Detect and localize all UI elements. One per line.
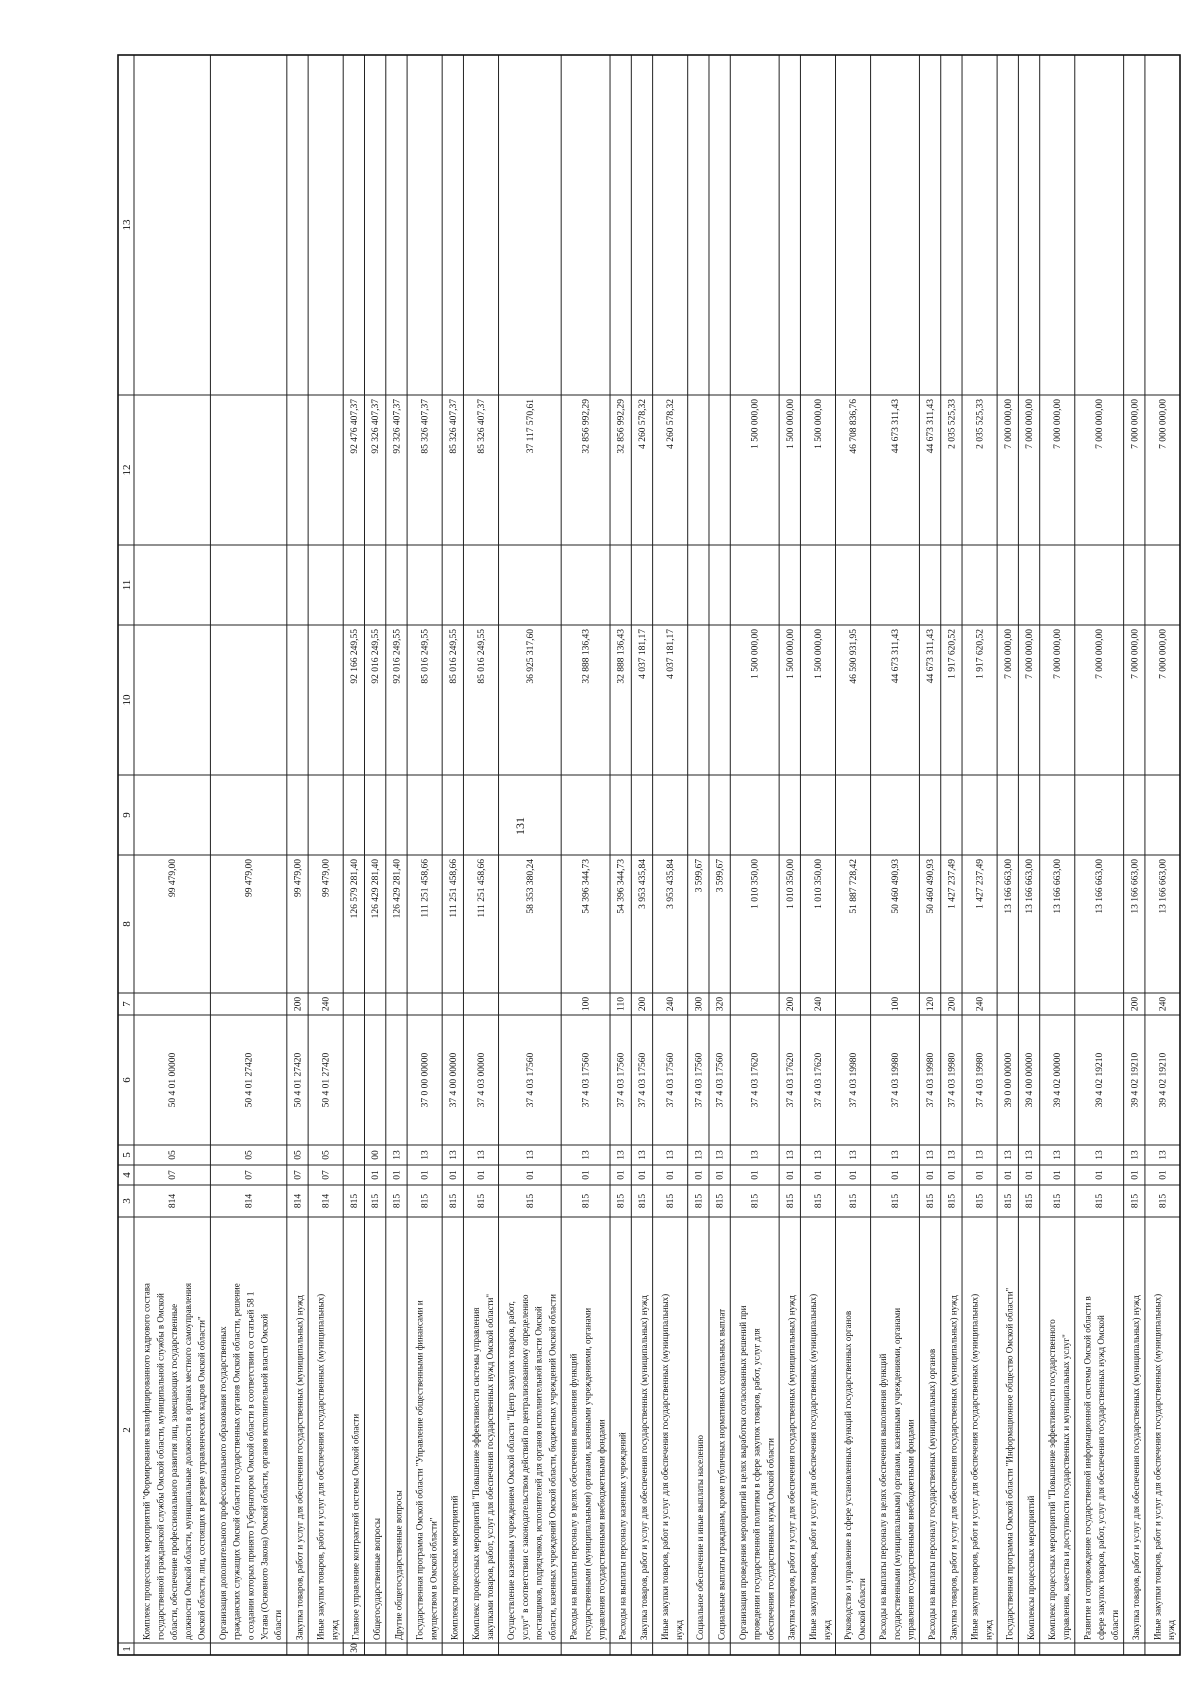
amount-col-8: 1 010 350,00 <box>813 859 824 909</box>
section-code: 01 <box>525 1170 536 1180</box>
amount-col-8: 50 460 490,93 <box>891 859 902 914</box>
target-article-code: 39 4 02 19210 <box>1158 1052 1169 1108</box>
amount-col-12: 7 000 000,00 <box>1130 399 1141 449</box>
admin-code: 815 <box>975 1193 986 1209</box>
admin-code: 814 <box>321 1193 332 1209</box>
admin-code: 815 <box>750 1193 761 1209</box>
admin-code: 815 <box>448 1193 459 1209</box>
row-description: нужд <box>821 1620 832 1640</box>
amount-col-12: 46 708 836,76 <box>849 399 860 454</box>
section-code: 01 <box>715 1170 726 1180</box>
admin-code: 815 <box>371 1193 382 1209</box>
section-code: 01 <box>750 1170 761 1180</box>
row-number: 30 <box>349 1643 360 1653</box>
amount-col-8: 1 010 350,00 <box>785 859 796 909</box>
row-description: управления, качества и доступности государственных и муниципальных услуг" <box>1061 1334 1072 1640</box>
row-description: области, казенных учреждений Омской области, бюджетных учреждений Омской области <box>547 1294 558 1640</box>
section-code: 01 <box>448 1170 459 1180</box>
subsection-code: 13 <box>694 1150 705 1160</box>
amount-col-8: 111 251 458,66 <box>476 859 487 918</box>
section-code: 07 <box>293 1170 304 1180</box>
amount-col-8: 13 166 663,00 <box>1003 859 1014 914</box>
row-description: Устава (Основного Закона) Омской области, органов исполнительной власти Омской <box>259 1313 270 1640</box>
row-description: Руководство и управление в сфере установленных функций государственных органов <box>843 1310 854 1640</box>
column-header: 2 <box>121 1427 133 1433</box>
row-description: управления государственными внебюджетными фондами <box>596 1419 607 1640</box>
row-description: нужд <box>1166 1620 1177 1640</box>
subsection-code: 13 <box>1130 1150 1141 1160</box>
row-description: Закупка товаров, работ и услуг для обеспечения государственных (муниципальных) нужд <box>638 1295 649 1640</box>
row-description: Комплексы процессных мероприятий <box>449 1495 460 1640</box>
expense-type-code: 200 <box>947 996 958 1012</box>
admin-code: 815 <box>947 1193 958 1209</box>
row-description: Комплекс процессных мероприятий "Формирование квалифицированного кадрового состава <box>141 1283 152 1640</box>
amount-col-8: 3 953 435,84 <box>637 859 648 909</box>
section-code: 07 <box>244 1170 255 1180</box>
amount-col-12: 4 260 578,32 <box>666 399 677 449</box>
expense-type-code: 320 <box>715 996 726 1012</box>
amount-col-8: 50 460 490,93 <box>926 859 937 914</box>
amount-col-8: 13 166 663,00 <box>1130 859 1141 914</box>
admin-code: 815 <box>1053 1193 1064 1209</box>
target-article-code: 37 4 03 17560 <box>525 1052 536 1108</box>
amount-col-8: 54 396 344,73 <box>616 859 627 914</box>
target-article-code: 37 4 03 17560 <box>637 1052 648 1108</box>
row-description: Закупка товаров, работ и услуг для обеспечения государственных (муниципальных) нужд <box>294 1295 305 1640</box>
column-header: 10 <box>121 694 133 706</box>
amount-col-12: 7 000 000,00 <box>1003 399 1014 449</box>
amount-col-10: 7 000 000,00 <box>1053 629 1064 679</box>
row-description: Социальное обеспечение и иные выплаты населению <box>695 1435 706 1640</box>
section-code: 01 <box>1025 1170 1036 1180</box>
expense-type-code: 120 <box>926 996 937 1012</box>
amount-col-12: 85 326 407,37 <box>420 399 431 454</box>
amount-col-10: 7 000 000,00 <box>1130 629 1141 679</box>
admin-code: 815 <box>694 1193 705 1209</box>
amount-col-8: 58 353 380,24 <box>525 859 536 914</box>
admin-code: 815 <box>1095 1193 1106 1209</box>
row-description: государственными (муниципальными) органами, казенными учреждениями, органами <box>891 1307 902 1640</box>
amount-col-8: 99 479,00 <box>168 859 179 897</box>
subsection-code: 13 <box>581 1150 592 1160</box>
subsection-code: 13 <box>1053 1150 1064 1160</box>
row-description: Иные закупки товаров, работ и услуг для обеспечения государственных (муниципальных) <box>660 1293 671 1640</box>
admin-code: 815 <box>525 1193 536 1209</box>
subsection-code: 13 <box>891 1150 902 1160</box>
section-code: 01 <box>1130 1170 1141 1180</box>
expense-type-code: 200 <box>1130 996 1141 1012</box>
row-description: Омской области, лиц, состоящих в резерве управленческих кадров Омской области" <box>196 1316 207 1640</box>
amount-col-12: 32 856 992,29 <box>616 399 627 454</box>
page-number: 131 <box>513 817 527 835</box>
amount-col-8: 111 251 458,66 <box>448 859 459 918</box>
subsection-code: 13 <box>975 1150 986 1160</box>
amount-col-8: 3 953 435,84 <box>666 859 677 909</box>
amount-col-10: 44 673 311,43 <box>891 629 902 684</box>
amount-col-10: 7 000 000,00 <box>1003 629 1014 679</box>
subsection-code: 13 <box>813 1150 824 1160</box>
section-code: 01 <box>813 1170 824 1180</box>
amount-col-8: 13 166 663,00 <box>1158 859 1169 914</box>
section-code: 01 <box>1053 1170 1064 1180</box>
admin-code: 814 <box>293 1193 304 1209</box>
subsection-code: 13 <box>1158 1150 1169 1160</box>
target-article-code: 50 4 01 27420 <box>244 1052 255 1108</box>
admin-code: 815 <box>581 1193 592 1209</box>
row-description: нужд <box>329 1620 340 1640</box>
amount-col-12: 44 673 311,43 <box>926 399 937 454</box>
amount-col-12: 1 500 000,00 <box>813 399 824 449</box>
row-description: Иные закупки товаров, работ и услуг для обеспечения государственных (муниципальных) <box>1152 1293 1163 1640</box>
amount-col-8: 3 599,67 <box>715 859 726 893</box>
amount-col-12: 85 326 407,37 <box>448 399 459 454</box>
row-description: услуг" в соответствии с законодательством действий по централизованному определению <box>519 1294 530 1640</box>
admin-code: 815 <box>1025 1193 1036 1209</box>
target-article-code: 39 4 02 19210 <box>1130 1052 1141 1108</box>
amount-col-10: 85 016 249,55 <box>420 629 431 684</box>
amount-col-12: 2 035 525,33 <box>947 399 958 449</box>
amount-col-12: 92 326 407,37 <box>371 399 382 454</box>
amount-col-12: 92 476 407,37 <box>349 399 360 454</box>
section-code: 07 <box>321 1170 332 1180</box>
row-description: Расходы на выплаты персоналу государственных (муниципальных) органов <box>926 1348 937 1640</box>
expense-type-code: 200 <box>785 996 796 1012</box>
amount-col-10: 1 500 000,00 <box>750 629 761 679</box>
expense-type-code: 100 <box>581 996 592 1012</box>
admin-code: 815 <box>715 1193 726 1209</box>
row-description: Государственная программа Омской области "Управление общественными финансами и <box>414 1300 425 1640</box>
section-code: 01 <box>891 1170 902 1180</box>
target-article-code: 39 4 00 00000 <box>1025 1052 1036 1108</box>
subsection-code: 05 <box>293 1150 304 1160</box>
target-article-code: 37 4 03 17620 <box>813 1052 824 1108</box>
amount-col-8: 1 427 237,49 <box>975 859 986 909</box>
column-header: 9 <box>121 812 133 818</box>
column-header: 1 <box>121 1646 133 1652</box>
admin-code: 815 <box>616 1193 627 1209</box>
expense-type-code: 300 <box>694 996 705 1012</box>
amount-col-12: 1 500 000,00 <box>785 399 796 449</box>
target-article-code: 37 4 03 17620 <box>785 1052 796 1108</box>
subsection-code: 13 <box>1025 1150 1036 1160</box>
row-description: Осуществление казенным учреждением Омской области "Центр закупок товаров, работ, <box>506 1301 517 1640</box>
row-description: управления государственными внебюджетными фондами <box>905 1419 916 1640</box>
row-description: Расходы на выплаты персоналу казенных учреждений <box>617 1432 628 1640</box>
row-description: Общегосударственные вопросы <box>372 1518 383 1640</box>
target-article-code: 37 4 03 17560 <box>666 1052 677 1108</box>
target-article-code: 37 4 03 17560 <box>581 1052 592 1108</box>
section-code: 01 <box>420 1170 431 1180</box>
target-article-code: 39 4 02 19210 <box>1095 1052 1106 1108</box>
admin-code: 815 <box>1130 1193 1141 1209</box>
subsection-code: 13 <box>1095 1150 1106 1160</box>
row-description: Организация дополнительного профессионального образования государственных <box>217 1326 228 1640</box>
row-description: Закупка товаров, работ и услуг для обеспечения государственных (муниципальных) нужд <box>948 1295 959 1640</box>
amount-col-12: 1 500 000,00 <box>750 399 761 449</box>
section-code: 01 <box>476 1170 487 1180</box>
row-description: Другие общегосударственные вопросы <box>393 1490 404 1640</box>
amount-col-10: 92 166 249,55 <box>349 629 360 684</box>
row-description: поставщиков, подрядчиков, исполнителей для органов исполнительной власти Омской <box>533 1306 544 1640</box>
row-description: области <box>1109 1609 1120 1640</box>
amount-col-8: 111 251 458,66 <box>420 859 431 918</box>
amount-col-8: 126 429 281,40 <box>392 859 403 919</box>
amount-col-10: 7 000 000,00 <box>1158 629 1169 679</box>
column-header: 13 <box>121 219 133 231</box>
amount-col-8: 99 479,00 <box>321 859 332 897</box>
target-article-code: 39 4 02 00000 <box>1053 1052 1064 1108</box>
row-description: государственными (муниципальными) органами, казенными учреждениями, органами <box>582 1307 593 1640</box>
expense-type-code: 200 <box>293 996 304 1012</box>
subsection-code: 05 <box>168 1150 179 1160</box>
row-description: обеспечения государственных нужд Омской области <box>765 1438 776 1640</box>
subsection-code: 13 <box>420 1150 431 1160</box>
target-article-code: 37 4 03 00000 <box>476 1052 487 1108</box>
row-description: гражданских служащих Омской области государственных органов Омской области, решение <box>231 1283 242 1640</box>
section-code: 01 <box>1158 1170 1169 1180</box>
column-header: 7 <box>121 1001 133 1007</box>
subsection-code: 13 <box>392 1150 403 1160</box>
target-article-code: 50 4 01 27420 <box>293 1052 304 1108</box>
row-description: Закупка товаров, работ и услуг для обеспечения государственных (муниципальных) нужд <box>786 1295 797 1640</box>
amount-col-8: 126 429 281,40 <box>371 859 382 919</box>
target-article-code: 37 0 00 00000 <box>420 1052 431 1108</box>
subsection-code: 13 <box>926 1150 937 1160</box>
expense-type-code: 240 <box>321 996 332 1012</box>
admin-code: 815 <box>785 1193 796 1209</box>
amount-col-10: 92 016 249,55 <box>392 629 403 684</box>
target-article-code: 37 4 03 19980 <box>926 1052 937 1108</box>
subsection-code: 13 <box>637 1150 648 1160</box>
subsection-code: 13 <box>1003 1150 1014 1160</box>
admin-code: 815 <box>849 1193 860 1209</box>
amount-col-12: 85 326 407,37 <box>476 399 487 454</box>
column-header: 3 <box>121 1198 133 1204</box>
amount-col-10: 36 925 317,60 <box>525 629 536 684</box>
table-grid <box>118 55 1180 1655</box>
row-description: Омской области <box>856 1578 867 1640</box>
amount-col-10: 85 016 249,55 <box>448 629 459 684</box>
row-description: Комплекс процессных мероприятий "Повышение эффективности системы управления <box>470 1307 481 1640</box>
column-header: 6 <box>121 1077 133 1083</box>
column-header: 12 <box>121 464 133 476</box>
admin-code: 815 <box>1003 1193 1014 1209</box>
subsection-code: 00 <box>371 1150 382 1160</box>
section-code: 01 <box>785 1170 796 1180</box>
amount-col-10: 4 037 181,17 <box>637 629 648 679</box>
target-article-code: 37 4 03 17560 <box>694 1052 705 1108</box>
admin-code: 815 <box>637 1193 648 1209</box>
amount-col-10: 1 917 620,52 <box>947 629 958 679</box>
subsection-code: 13 <box>785 1150 796 1160</box>
amount-col-10: 7 000 000,00 <box>1025 629 1036 679</box>
target-article-code: 50 4 01 00000 <box>168 1052 179 1108</box>
subsection-code: 05 <box>244 1150 255 1160</box>
column-header: 4 <box>121 1172 133 1178</box>
row-description: Расходы на выплаты персоналу в целях обеспечения выполнения функций <box>878 1353 889 1640</box>
amount-col-8: 51 887 728,42 <box>849 859 860 914</box>
row-description: Социальные выплаты гражданам, кроме публичных нормативных социальных выплат <box>716 1308 727 1640</box>
row-description: области <box>273 1609 284 1640</box>
admin-code: 815 <box>420 1193 431 1209</box>
amount-col-12: 32 856 992,29 <box>581 399 592 454</box>
target-article-code: 39 0 00 00000 <box>1003 1052 1014 1108</box>
section-code: 01 <box>926 1170 937 1180</box>
subsection-code: 13 <box>947 1150 958 1160</box>
amount-col-8: 13 166 663,00 <box>1095 859 1106 914</box>
amount-col-12: 44 673 311,43 <box>891 399 902 454</box>
amount-col-12: 7 000 000,00 <box>1158 399 1169 449</box>
section-code: 01 <box>849 1170 860 1180</box>
target-article-code: 50 4 01 27420 <box>321 1052 332 1108</box>
column-header: 8 <box>121 921 133 927</box>
row-description: о создании которых принято Губернатором Омской области в соответствии со статьей 58 1 <box>245 1291 256 1640</box>
admin-code: 815 <box>392 1193 403 1209</box>
row-description: проведении государственной политики в сфере закупок товаров, работ, услуг для <box>751 1328 762 1640</box>
target-article-code: 37 4 00 00000 <box>448 1052 459 1108</box>
row-description: Закупка товаров, работ и услуг для обеспечения государственных (муниципальных) нужд <box>1131 1295 1142 1640</box>
section-code: 07 <box>168 1170 179 1180</box>
section-code: 01 <box>1003 1170 1014 1180</box>
row-description: Комплекс процессных мероприятий "Повышение эффективности государственного <box>1047 1319 1058 1640</box>
amount-col-8: 13 166 663,00 <box>1025 859 1036 914</box>
row-description: закупками товаров, работ, услуг для обеспечения государственных нужд Омской области" <box>484 1294 495 1640</box>
expense-type-code: 240 <box>1158 996 1169 1012</box>
amount-col-8: 3 599,67 <box>694 859 705 893</box>
admin-code: 815 <box>476 1193 487 1209</box>
row-description: государственной гражданской службы Омской области, муниципальной службы в Омской <box>155 1293 166 1640</box>
row-description: Иные закупки товаров, работ и услуг для обеспечения государственных (муниципальных) <box>315 1293 326 1640</box>
amount-col-12: 7 000 000,00 <box>1053 399 1064 449</box>
expense-type-code: 240 <box>666 996 677 1012</box>
section-code: 01 <box>392 1170 403 1180</box>
row-description: области, обеспечение профессионального развития лиц, замещающих государственные <box>169 1303 180 1640</box>
subsection-code: 13 <box>448 1150 459 1160</box>
amount-col-8: 1 010 350,00 <box>750 859 761 909</box>
row-description: Комплексы процессных мероприятий <box>1025 1495 1036 1640</box>
amount-col-10: 85 016 249,55 <box>476 629 487 684</box>
admin-code: 815 <box>891 1193 902 1209</box>
amount-col-8: 126 579 281,40 <box>349 859 360 919</box>
row-description: Иные закупки товаров, работ и услуг для обеспечения государственных (муниципальных) <box>807 1293 818 1640</box>
row-description: имуществом в Омской области" <box>428 1517 439 1640</box>
section-code: 01 <box>371 1170 382 1180</box>
row-description: нужд <box>983 1620 994 1640</box>
target-article-code: 37 4 03 19980 <box>975 1052 986 1108</box>
row-description: Развитие и сопровождение государственной информационной системы Омской области в <box>1082 1296 1093 1640</box>
section-code: 01 <box>975 1170 986 1180</box>
amount-col-8: 54 396 344,73 <box>581 859 592 914</box>
amount-col-8: 99 479,00 <box>293 859 304 897</box>
admin-code: 815 <box>349 1193 360 1209</box>
amount-col-10: 44 673 311,43 <box>926 629 937 684</box>
subsection-code: 13 <box>666 1150 677 1160</box>
subsection-code: 05 <box>321 1150 332 1160</box>
row-description: Организация проведения мероприятий в целях выработки согласованных решений при <box>737 1305 748 1640</box>
amount-col-8: 13 166 663,00 <box>1053 859 1064 914</box>
amount-col-10: 1 500 000,00 <box>785 629 796 679</box>
expense-type-code: 240 <box>813 996 824 1012</box>
amount-col-12: 4 260 578,32 <box>637 399 648 449</box>
row-description: должности Омской области, муниципальные должности в органах местного самоуправления <box>182 1283 193 1640</box>
amount-col-10: 32 888 136,43 <box>581 629 592 684</box>
expense-type-code: 100 <box>891 996 902 1012</box>
row-description: Главное управление контрактной системы Омской области <box>350 1413 361 1640</box>
section-code: 01 <box>616 1170 627 1180</box>
row-description: Государственная программа Омской области "Информационное общество Омской области" <box>1004 1287 1015 1640</box>
section-code: 01 <box>947 1170 958 1180</box>
section-code: 01 <box>694 1170 705 1180</box>
admin-code: 814 <box>168 1193 179 1209</box>
section-code: 01 <box>666 1170 677 1180</box>
subsection-code: 13 <box>715 1150 726 1160</box>
admin-code: 815 <box>666 1193 677 1209</box>
subsection-code: 13 <box>849 1150 860 1160</box>
expense-type-code: 240 <box>975 996 986 1012</box>
section-code: 01 <box>637 1170 648 1180</box>
amount-col-12: 2 035 525,33 <box>975 399 986 449</box>
row-description: сфере закупок товаров, работ, услуг для обеспечения государственных нужд Омской <box>1096 1315 1107 1640</box>
target-article-code: 37 4 03 19980 <box>947 1052 958 1108</box>
amount-col-8: 1 427 237,49 <box>947 859 958 909</box>
amount-col-12: 7 000 000,00 <box>1095 399 1106 449</box>
subsection-code: 13 <box>616 1150 627 1160</box>
admin-code: 815 <box>1158 1193 1169 1209</box>
expense-type-code: 110 <box>616 997 627 1011</box>
subsection-code: 13 <box>525 1150 536 1160</box>
target-article-code: 37 4 03 19980 <box>891 1052 902 1108</box>
target-article-code: 37 4 03 19980 <box>849 1052 860 1108</box>
section-code: 01 <box>581 1170 592 1180</box>
amount-col-10: 92 016 249,55 <box>371 629 382 684</box>
amount-col-10: 46 590 931,95 <box>849 629 860 684</box>
amount-col-10: 4 037 181,17 <box>666 629 677 679</box>
amount-col-10: 1 500 000,00 <box>813 629 824 679</box>
admin-code: 814 <box>244 1193 255 1209</box>
amount-col-12: 92 326 407,37 <box>392 399 403 454</box>
amount-col-12: 7 000 000,00 <box>1025 399 1036 449</box>
subsection-code: 13 <box>476 1150 487 1160</box>
target-article-code: 37 4 03 17560 <box>715 1052 726 1108</box>
row-description: нужд <box>673 1620 684 1640</box>
amount-col-12: 37 117 570,61 <box>525 399 536 454</box>
target-article-code: 37 4 03 17620 <box>750 1052 761 1108</box>
amount-col-10: 32 888 136,43 <box>616 629 627 684</box>
section-code: 01 <box>1095 1170 1106 1180</box>
row-description: Иные закупки товаров, работ и услуг для обеспечения государственных (муниципальных) <box>969 1293 980 1640</box>
column-header: 5 <box>121 1152 133 1158</box>
admin-code: 815 <box>926 1193 937 1209</box>
amount-col-10: 1 917 620,52 <box>975 629 986 679</box>
expense-type-code: 200 <box>637 996 648 1012</box>
amount-col-8: 99 479,00 <box>244 859 255 897</box>
subsection-code: 13 <box>750 1150 761 1160</box>
admin-code: 815 <box>813 1193 824 1209</box>
row-description: Расходы на выплаты персоналу в целях обеспечения выполнения функций <box>568 1353 579 1640</box>
amount-col-10: 7 000 000,00 <box>1095 629 1106 679</box>
target-article-code: 37 4 03 17560 <box>616 1052 627 1108</box>
column-header: 11 <box>121 579 133 591</box>
